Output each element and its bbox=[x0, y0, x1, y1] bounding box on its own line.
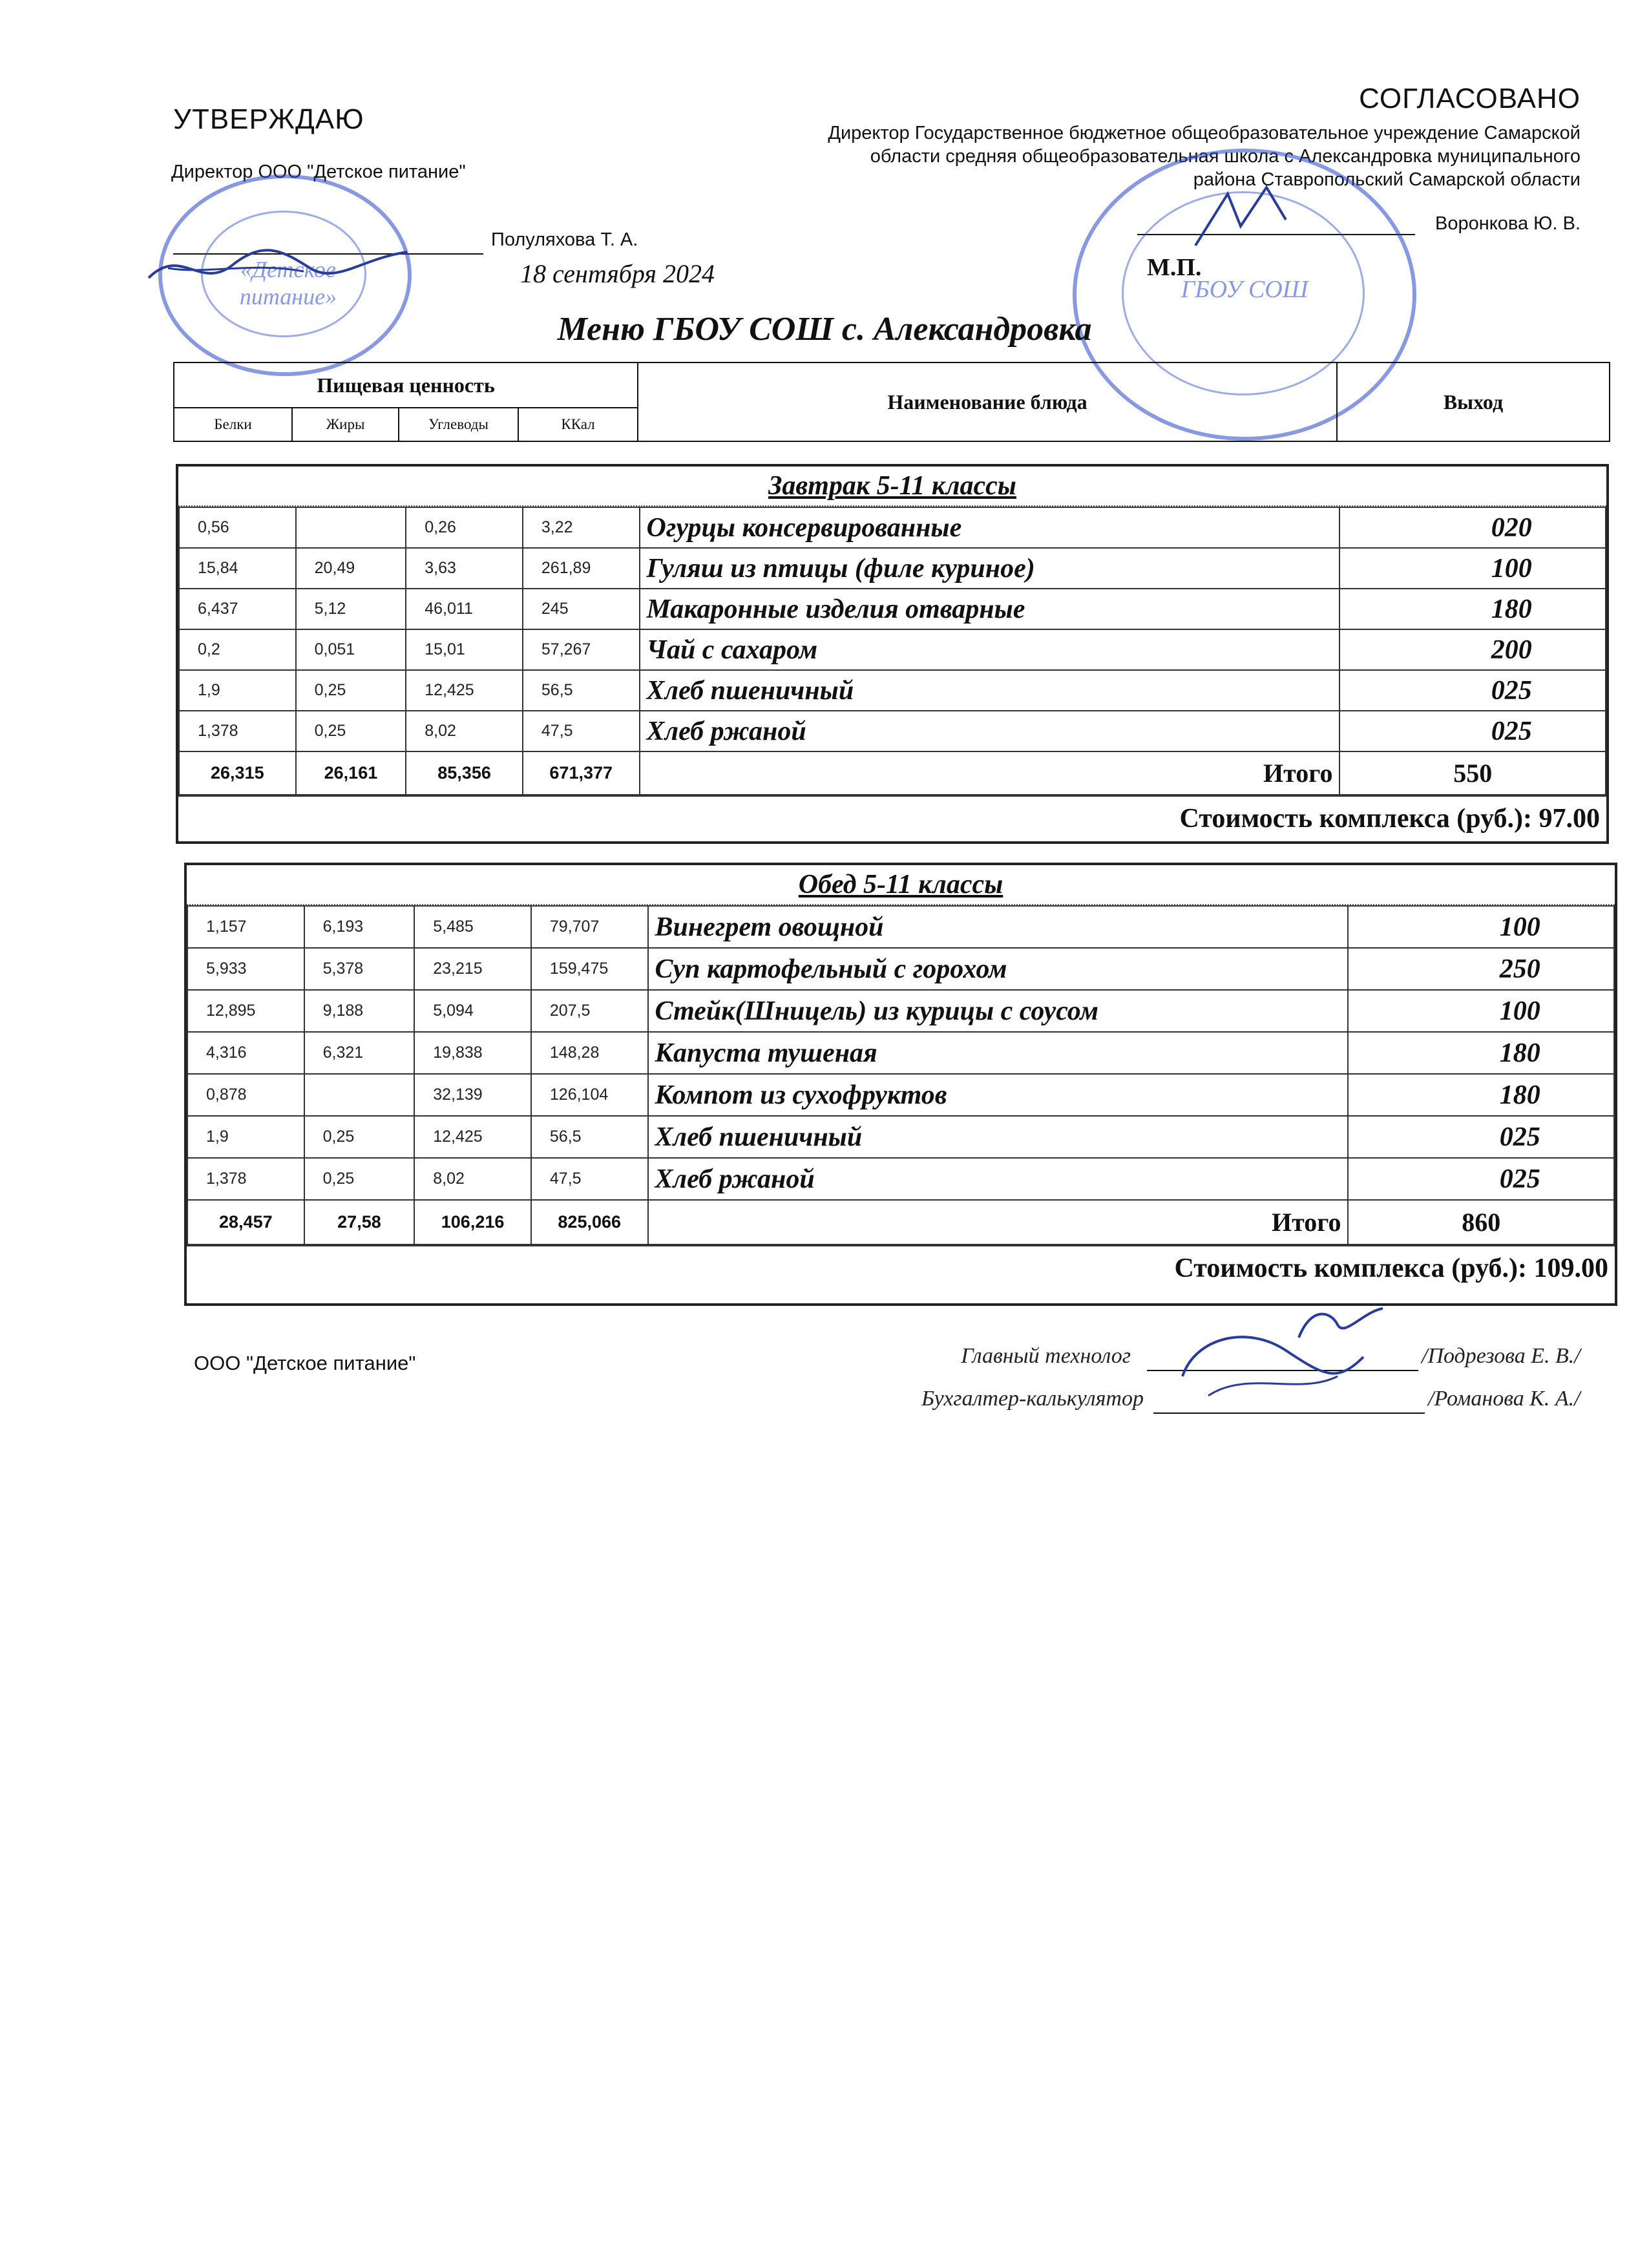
menu-row bbox=[187, 1158, 1614, 1200]
carbs-value: 12,425 bbox=[406, 670, 523, 711]
protein-value: 0,878 bbox=[187, 1074, 304, 1116]
total-carbs: 85,356 bbox=[406, 751, 523, 795]
carbs-value: 15,01 bbox=[406, 629, 523, 670]
total-output: 550 bbox=[1339, 751, 1606, 795]
accountant-role: Бухгалтер-калькулятор bbox=[921, 1387, 1144, 1411]
kcal-value: 207,5 bbox=[531, 990, 648, 1032]
lunch-title: Обед 5-11 классы bbox=[187, 865, 1615, 905]
right-signature bbox=[1189, 181, 1305, 258]
kcal-value: 159,475 bbox=[531, 948, 648, 990]
dish-name: Хлеб ржаной bbox=[648, 1158, 1349, 1200]
page-title: Меню ГБОУ СОШ с. Александровка bbox=[557, 311, 1092, 348]
total-protein: 28,457 bbox=[187, 1200, 304, 1244]
lunch-table bbox=[187, 905, 1615, 1245]
carbs-value: 46,011 bbox=[406, 589, 523, 629]
approve-title: УТВЕРЖДАЮ bbox=[173, 103, 364, 135]
dish-name: Хлеб пшеничный bbox=[640, 670, 1340, 711]
output-value: 250 bbox=[1348, 948, 1614, 990]
protein-value: 15,84 bbox=[179, 548, 296, 589]
kcal-value: 126,104 bbox=[531, 1074, 648, 1116]
total-label: Итого bbox=[640, 751, 1340, 795]
lunch-cost: Стоимость комплекса (руб.): 109.00 bbox=[187, 1245, 1615, 1290]
footer-signatures bbox=[1170, 1299, 1428, 1422]
total-row bbox=[187, 1200, 1614, 1244]
output-value: 025 bbox=[1339, 670, 1606, 711]
kcal-value: 79,707 bbox=[531, 906, 648, 948]
fat-value: 0,051 bbox=[296, 629, 406, 670]
kcal-value: 57,267 bbox=[523, 629, 640, 670]
fat-value: 20,49 bbox=[296, 548, 406, 589]
menu-row bbox=[187, 1074, 1614, 1116]
fat-value: 5,378 bbox=[304, 948, 415, 990]
breakfast-table bbox=[178, 507, 1606, 795]
carbs-header: Углеводы bbox=[399, 408, 518, 441]
protein-value: 0,2 bbox=[179, 629, 296, 670]
protein-header: Белки bbox=[174, 408, 292, 441]
protein-value: 1,378 bbox=[179, 711, 296, 751]
menu-row bbox=[179, 589, 1606, 629]
approve-signer: Полуляхова Т. А. bbox=[491, 229, 638, 250]
breakfast-section bbox=[176, 464, 1609, 844]
dish-name-header: Наименование блюда bbox=[638, 362, 1337, 441]
carbs-value: 8,02 bbox=[406, 711, 523, 751]
total-fat: 26,161 bbox=[296, 751, 406, 795]
output-header: Выход bbox=[1337, 362, 1610, 441]
total-carbs: 106,216 bbox=[414, 1200, 531, 1244]
carbs-value: 3,63 bbox=[406, 548, 523, 589]
carbs-value: 12,425 bbox=[414, 1116, 531, 1158]
school-stamp-text: ГБОУ СОШ bbox=[1181, 276, 1308, 303]
output-value: 200 bbox=[1339, 629, 1606, 670]
output-value: 025 bbox=[1348, 1116, 1614, 1158]
carbs-value: 0,26 bbox=[406, 507, 523, 548]
kcal-value: 56,5 bbox=[523, 670, 640, 711]
footer-company: ООО "Детское питание" bbox=[194, 1352, 416, 1374]
dish-name: Стейк(Шницель) из курицы с соусом bbox=[648, 990, 1349, 1032]
kcal-value: 148,28 bbox=[531, 1032, 648, 1074]
breakfast-title: Завтрак 5-11 классы bbox=[178, 467, 1606, 507]
menu-row bbox=[187, 1032, 1614, 1074]
carbs-value: 32,139 bbox=[414, 1074, 531, 1116]
protein-value: 0,56 bbox=[179, 507, 296, 548]
accountant-name: /Романова К. А./ bbox=[1428, 1387, 1581, 1411]
dish-name: Огурцы консервированные bbox=[640, 507, 1340, 548]
dish-name: Макаронные изделия отварные bbox=[640, 589, 1340, 629]
output-value: 020 bbox=[1339, 507, 1606, 548]
kcal-header: ККал bbox=[518, 408, 638, 441]
fat-value: 6,321 bbox=[304, 1032, 415, 1074]
protein-value: 6,437 bbox=[179, 589, 296, 629]
kcal-value: 47,5 bbox=[523, 711, 640, 751]
menu-row bbox=[187, 990, 1614, 1032]
carbs-value: 23,215 bbox=[414, 948, 531, 990]
kcal-value: 56,5 bbox=[531, 1116, 648, 1158]
total-label: Итого bbox=[648, 1200, 1349, 1244]
stamp-place-label: М.П. bbox=[1147, 254, 1202, 281]
protein-value: 5,933 bbox=[187, 948, 304, 990]
menu-row bbox=[179, 629, 1606, 670]
menu-row bbox=[187, 948, 1614, 990]
dish-name: Чай с сахаром bbox=[640, 629, 1340, 670]
column-header-table bbox=[173, 362, 1610, 442]
total-protein: 26,315 bbox=[179, 751, 296, 795]
agreed-position-line1: Директор Государственное бюджетное общеобразовательное учреждение Самарской bbox=[828, 123, 1581, 143]
fat-value bbox=[304, 1074, 415, 1116]
total-output: 860 bbox=[1348, 1200, 1614, 1244]
kcal-value: 3,22 bbox=[523, 507, 640, 548]
total-kcal: 671,377 bbox=[523, 751, 640, 795]
total-fat: 27,58 bbox=[304, 1200, 415, 1244]
fat-value: 0,25 bbox=[304, 1116, 415, 1158]
output-value: 100 bbox=[1348, 990, 1614, 1032]
protein-value: 12,895 bbox=[187, 990, 304, 1032]
dish-name: Компот из сухофруктов bbox=[648, 1074, 1349, 1116]
tech-role: Главный технолог bbox=[961, 1344, 1131, 1368]
output-value: 180 bbox=[1339, 589, 1606, 629]
kcal-value: 261,89 bbox=[523, 548, 640, 589]
dish-name: Суп картофельный с горохом bbox=[648, 948, 1349, 990]
dish-name: Капуста тушеная bbox=[648, 1032, 1349, 1074]
fat-value: 5,12 bbox=[296, 589, 406, 629]
approve-position: Директор ООО "Детское питание" bbox=[171, 162, 466, 182]
menu-row bbox=[187, 906, 1614, 948]
protein-value: 1,378 bbox=[187, 1158, 304, 1200]
carbs-value: 5,094 bbox=[414, 990, 531, 1032]
fat-value: 0,25 bbox=[296, 670, 406, 711]
tech-name: /Подрезова Е. В./ bbox=[1422, 1344, 1581, 1368]
menu-row bbox=[179, 548, 1606, 589]
menu-row bbox=[179, 670, 1606, 711]
menu-row bbox=[187, 1116, 1614, 1158]
director-signature bbox=[142, 239, 414, 297]
fat-header: Жиры bbox=[292, 408, 399, 441]
carbs-value: 8,02 bbox=[414, 1158, 531, 1200]
output-value: 100 bbox=[1348, 906, 1614, 948]
protein-value: 1,9 bbox=[187, 1116, 304, 1158]
agreed-position-line3: района Ставропольский Самарской области bbox=[1193, 169, 1581, 190]
total-row bbox=[179, 751, 1606, 795]
carbs-value: 5,485 bbox=[414, 906, 531, 948]
agreed-title: СОГЛАСОВАНО bbox=[1359, 83, 1581, 114]
lunch-section bbox=[184, 863, 1617, 1306]
agreed-signer: Воронкова Ю. В. bbox=[1435, 213, 1581, 234]
menu-row bbox=[179, 711, 1606, 751]
kcal-value: 245 bbox=[523, 589, 640, 629]
protein-value: 1,157 bbox=[187, 906, 304, 948]
dish-name: Хлеб пшеничный bbox=[648, 1116, 1349, 1158]
total-kcal: 825,066 bbox=[531, 1200, 648, 1244]
output-value: 025 bbox=[1339, 711, 1606, 751]
fat-value: 9,188 bbox=[304, 990, 415, 1032]
carbs-value: 19,838 bbox=[414, 1032, 531, 1074]
dish-name: Хлеб ржаной bbox=[640, 711, 1340, 751]
output-value: 180 bbox=[1348, 1032, 1614, 1074]
agreed-position-line2: области средняя общеобразовательная школа с Александровка муниципального bbox=[870, 146, 1581, 167]
protein-value: 1,9 bbox=[179, 670, 296, 711]
fat-value: 6,193 bbox=[304, 906, 415, 948]
kcal-value: 47,5 bbox=[531, 1158, 648, 1200]
output-value: 025 bbox=[1348, 1158, 1614, 1200]
stamp-text: «Детское питание» bbox=[239, 257, 337, 310]
dish-name: Винегрет овощной bbox=[648, 906, 1349, 948]
output-value: 180 bbox=[1348, 1074, 1614, 1116]
fat-value bbox=[296, 507, 406, 548]
dish-name: Гуляш из птицы (филе куриное) bbox=[640, 548, 1340, 589]
nutrition-header: Пищевая ценность bbox=[174, 362, 638, 408]
protein-value: 4,316 bbox=[187, 1032, 304, 1074]
approve-date: 18 сентября 2024 bbox=[520, 259, 715, 288]
breakfast-cost: Стоимость комплекса (руб.): 97.00 bbox=[178, 795, 1606, 841]
menu-row bbox=[179, 507, 1606, 548]
fat-value: 0,25 bbox=[296, 711, 406, 751]
output-value: 100 bbox=[1339, 548, 1606, 589]
fat-value: 0,25 bbox=[304, 1158, 415, 1200]
